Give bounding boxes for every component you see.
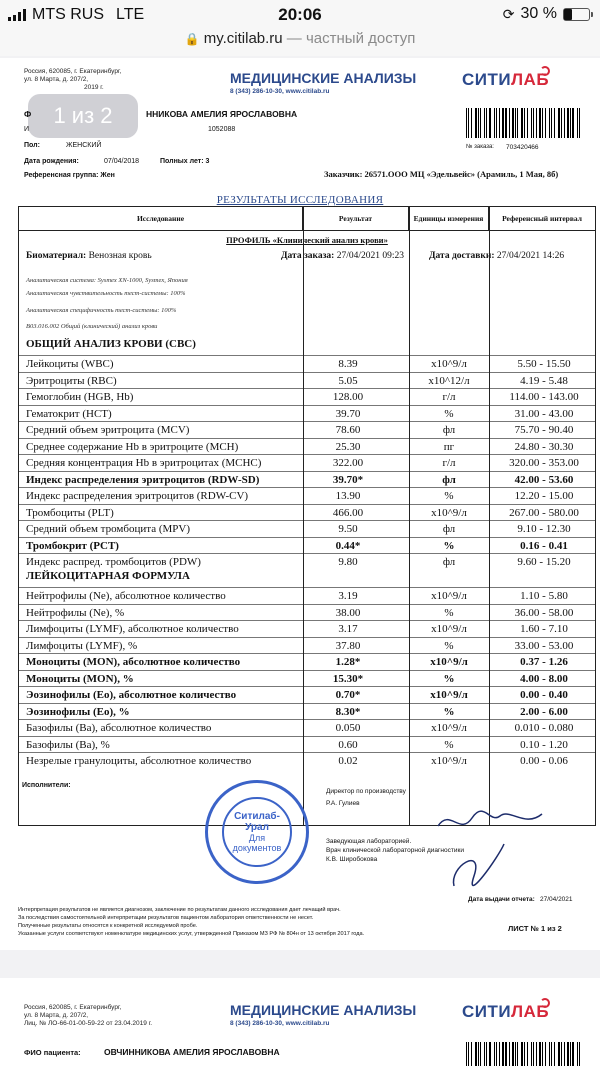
- result-value: 128.00: [332, 391, 364, 403]
- table-row: [19, 752, 595, 769]
- test-name: Гематокрит (HCT): [26, 407, 112, 420]
- table-row: [19, 454, 595, 471]
- table-row: [19, 421, 595, 438]
- meta-line: Аналитическая система: Sysmex XN-1000, Sysmex, Япония: [26, 277, 188, 284]
- test-name: Средний объем тромбоцита (MPV): [26, 523, 190, 535]
- unit: фл: [442, 556, 456, 568]
- result-value: 322.00: [332, 457, 364, 469]
- meta-line: Аналитическая специфичность тест-системы: 100%: [26, 307, 177, 314]
- reference-range: 9.10 - 12.30: [517, 523, 571, 535]
- test-name: Эозинофилы (Eo), абсолютное количество: [26, 689, 237, 701]
- result-value: 0.02: [338, 755, 358, 767]
- result-value: 0.44*: [335, 539, 361, 552]
- reference-range: 114.00 - 143.00: [509, 391, 579, 403]
- sex-label: Пол:: [24, 142, 40, 149]
- unit: %: [444, 606, 454, 619]
- result-value: 78.60: [335, 424, 361, 436]
- column-divider: [489, 207, 490, 825]
- table-row: [19, 520, 595, 537]
- unit: %: [443, 705, 455, 718]
- header-title: МЕДИЦИНСКИЕ АНАЛИЗЫ: [230, 70, 417, 86]
- result-value: 13.90: [335, 490, 361, 502]
- test-name: Средняя концентрация Hb в эритроцитах (MCHC): [26, 457, 262, 469]
- unit: x10^9/л: [431, 358, 467, 370]
- test-name: Базофилы (Ba), %: [26, 738, 110, 751]
- fio-label-clipped: Ф: [24, 109, 32, 119]
- col-header-test: Исследование: [19, 207, 303, 231]
- head-role-1: Заведующая лабораторией.: [326, 838, 412, 845]
- status-bar: [0, 0, 600, 30]
- reference-range: 2.00 - 6.00: [520, 705, 568, 718]
- unit: x10^9/л: [430, 656, 468, 668]
- sex-value: ЖЕНСКИЙ: [66, 142, 102, 149]
- reference-range: 1.60 - 7.10: [520, 623, 568, 635]
- dob-label: Дата рождения:: [24, 158, 79, 165]
- reference-range: 31.00 - 43.00: [514, 407, 574, 420]
- unit: %: [444, 407, 454, 420]
- reference-range: 12.20 - 15.00: [514, 490, 574, 502]
- unit: x10^9/л: [431, 722, 467, 734]
- document-page-2: [0, 978, 600, 1066]
- table-row: [19, 471, 595, 488]
- col-header-result: Результат: [303, 207, 409, 231]
- issue-date: 27/04/2021: [540, 896, 573, 903]
- test-name: Базофилы (Ba), абсолютное количество: [26, 722, 212, 734]
- table-row: [19, 355, 595, 372]
- result-value: 39.70*: [332, 473, 364, 486]
- carrier-label: MTS RUS: [32, 6, 104, 23]
- citilab-logo: СИТИЛАБ: [462, 70, 550, 89]
- table-row: [19, 670, 595, 687]
- reference-range: 4.19 - 5.48: [520, 374, 568, 387]
- reference-range: 5.50 - 15.50: [517, 358, 571, 370]
- logo-mark-icon: [540, 66, 550, 76]
- dob-value: 07/04/2018: [104, 158, 140, 165]
- test-name: Моноциты (MON), %: [26, 672, 134, 685]
- issue-date-label: Дата выдачи отчета:: [468, 896, 535, 903]
- head-name: К.В. Широбокова: [326, 856, 378, 863]
- test-name: Индекс распределения эритроцитов (RDW-CV): [26, 490, 249, 502]
- col-header-units: Единицы измерения: [409, 207, 489, 231]
- document-page-1: [0, 58, 600, 950]
- url-domain: my.citilab.ru: [203, 30, 283, 47]
- director-signature: [430, 806, 550, 836]
- unit: x10^9/л: [431, 623, 467, 635]
- table-row: [19, 703, 595, 720]
- result-value: 0.70*: [335, 689, 361, 701]
- test-name: Незрелые гранулоциты, абсолютное количество: [26, 755, 252, 767]
- battery-percent: 30 %: [520, 5, 557, 22]
- table-row: [19, 388, 595, 405]
- result-value: 3.19: [338, 590, 358, 602]
- table-row: [19, 686, 595, 703]
- reference-range: 24.80 - 30.30: [514, 440, 574, 453]
- test-name: Тромбокрит (PCT): [26, 539, 119, 552]
- unit: %: [444, 490, 454, 502]
- test-name: Нейтрофилы (Ne), абсолютное количество: [26, 590, 226, 602]
- patient-name: ОВЧИННИКОВА АМЕЛИЯ ЯРОСЛАВОВНА: [104, 1047, 280, 1057]
- section-cbc: ОБЩИЙ АНАЛИЗ КРОВИ (CBC): [26, 338, 196, 350]
- reference-range: 9.60 - 15.20: [517, 556, 571, 568]
- column-divider: [409, 207, 410, 825]
- customer: Заказчик: 26571.ООО МЦ «Эдельвейс» (Арамиль, 1 Мая, 8б): [324, 169, 559, 179]
- header-title: МЕДИЦИНСКИЕ АНАЛИЗЫ: [230, 1002, 417, 1018]
- results-table: [18, 206, 596, 826]
- reference-range: 33.00 - 53.00: [514, 639, 574, 652]
- unit: фл: [442, 523, 456, 535]
- logo-mark-icon: [540, 998, 550, 1008]
- table-row: [19, 405, 595, 422]
- reference-range: 36.00 - 58.00: [514, 606, 574, 619]
- test-name: Моноциты (MON), абсолютное количество: [26, 656, 241, 668]
- table-row: [19, 504, 595, 521]
- unit: %: [444, 639, 454, 652]
- reference-range: 0.010 - 0.080: [514, 722, 574, 734]
- header-phone: 8 (343) 286-10-30, www.citilab.ru: [230, 88, 330, 95]
- results-title: РЕЗУЛЬТАТЫ ИССЛЕДОВАНИЯ: [216, 194, 384, 206]
- reference-range: 320.00 - 353.00: [509, 457, 579, 469]
- lab-address: Россия, 620085, г. Екатеринбург, ул. 8 Марта, д. 207/2, Лиц. № ЛО-66-01-00-59-22 от 23.04.2019 г.: [24, 1004, 153, 1027]
- reference-range: 0.37 - 1.26: [520, 656, 568, 668]
- table-row: [19, 553, 595, 570]
- page-indicator[interactable]: 1 из 2: [28, 94, 138, 138]
- clock: 20:06: [278, 5, 322, 24]
- test-name: Гемоглобин (HGB, Hb): [26, 391, 134, 403]
- lock-icon: 🔒: [184, 32, 200, 46]
- table-row: [19, 438, 595, 455]
- reference-range: 0.10 - 1.20: [520, 738, 568, 751]
- order-date: Дата заказа: 27/04/2021 09:23: [281, 251, 404, 261]
- result-value: 3.17: [338, 623, 358, 635]
- table-row: [19, 637, 595, 654]
- lab-stamp: Ситилаб-Урал Для документов: [205, 780, 309, 884]
- barcode: [466, 108, 582, 138]
- result-value: 0.60: [338, 738, 358, 751]
- biomaterial: Биоматериал: Венозная кровь: [26, 251, 152, 261]
- test-name: Тромбоциты (PLT): [26, 506, 114, 519]
- id-label-clipped: И: [24, 126, 30, 133]
- reference-range: 0.00 - 0.06: [520, 755, 568, 767]
- director-role: Директор по производству: [326, 788, 406, 795]
- fio-label: ФИО пациента:: [24, 1048, 81, 1057]
- table-row: [19, 719, 595, 736]
- table-row: [19, 604, 595, 621]
- patient-name: ННИКОВА АМЕЛИЯ ЯРОСЛАВОВНА: [146, 109, 298, 119]
- order-number: 703420466: [506, 144, 539, 151]
- meta-line: B03.016.002 Общий (клинический) анализ крови: [26, 323, 158, 330]
- citilab-logo: СИТИЛАБ: [462, 1002, 550, 1021]
- test-name: Индекс распределения эритроцитов (RDW-SD): [26, 473, 260, 486]
- unit: x10^9/л: [431, 506, 467, 519]
- reference-range: 42.00 - 53.60: [514, 473, 574, 486]
- delivery-date: Дата доставки: 27/04/2021 14:26: [429, 251, 565, 261]
- table-row: [19, 587, 595, 604]
- reference-range: 75.70 - 90.40: [514, 424, 574, 436]
- barcode: [466, 1042, 582, 1066]
- unit: фл: [442, 473, 456, 486]
- head-signature: [444, 836, 514, 896]
- test-name: Эозинофилы (Eo), %: [26, 705, 130, 718]
- reference-range: 0.16 - 0.41: [520, 539, 568, 552]
- header-phone: 8 (343) 286-10-30, www.citilab.ru: [230, 1020, 330, 1027]
- network-label: LTE: [116, 6, 145, 23]
- test-name: Нейтрофилы (Ne), %: [26, 606, 125, 619]
- table-row: [19, 487, 595, 504]
- result-value: 9.50: [338, 523, 358, 535]
- age-label: Полных лет: 3: [160, 158, 210, 165]
- unit: x10^9/л: [431, 755, 467, 767]
- table-row: [19, 372, 595, 389]
- profile-title: ПРОФИЛЬ «Клинический анализ крови»: [226, 235, 388, 245]
- test-name: Эритроциты (RBC): [26, 374, 117, 387]
- unit: г/л: [442, 457, 456, 469]
- table-row: [19, 736, 595, 753]
- test-name: Лимфоциты (LYMF), абсолютное количество: [26, 623, 239, 635]
- result-value: 37.80: [335, 639, 361, 652]
- unit: фл: [442, 424, 456, 436]
- battery-icon: [563, 8, 590, 21]
- unit: x10^12/л: [428, 374, 470, 387]
- test-name: Средний объем эритроцита (MCV): [26, 424, 190, 436]
- unit: %: [443, 539, 455, 552]
- test-name: Лимфоциты (LYMF), %: [26, 639, 138, 652]
- ref-group: Референсная группа: Жен: [24, 172, 115, 179]
- order-label: № заказа:: [466, 144, 494, 150]
- test-name: Среднее содержание Hb в эритроците (MCH): [26, 440, 239, 453]
- result-value: 25.30: [335, 440, 361, 453]
- address-bar[interactable]: [0, 30, 600, 56]
- reference-range: 1.10 - 5.80: [520, 590, 568, 602]
- result-value: 8.39: [338, 358, 358, 370]
- test-name: Лейкоциты (WBC): [26, 358, 114, 370]
- table-row: [19, 537, 595, 554]
- result-value: 8.30*: [335, 705, 361, 718]
- unit: %: [444, 738, 454, 751]
- reference-range: 4.00 - 8.00: [520, 672, 568, 685]
- result-value: 466.00: [332, 506, 364, 519]
- result-value: 38.00: [335, 606, 361, 619]
- executors-label: Исполнители:: [22, 782, 71, 789]
- unit: пг: [443, 440, 455, 453]
- result-value: 0.050: [335, 722, 361, 734]
- meta-line: Аналитическая чувствительность тест-системы: 100%: [26, 290, 186, 297]
- head-role-2: Врач клинической лабораторной диагностики: [326, 847, 464, 854]
- lab-address: Россия, 620085, г. Екатеринбург, ул. 8 Марта, д. 207/2, 2019 г.: [24, 68, 122, 91]
- table-row: [19, 620, 595, 637]
- unit: x10^9/л: [430, 689, 468, 701]
- result-value: 5.05: [338, 374, 358, 387]
- unit: %: [443, 672, 455, 685]
- section-leukocyte-formula: ЛЕЙКОЦИТАРНАЯ ФОРМУЛА: [26, 570, 190, 582]
- reference-range: 267.00 - 580.00: [509, 506, 579, 519]
- result-value: 39.70: [335, 407, 361, 420]
- unit: г/л: [442, 391, 456, 403]
- test-name: Индекс распред. тромбоцитов (PDW): [26, 556, 201, 568]
- patient-id: 1052088: [208, 126, 236, 133]
- url-suffix: — частный доступ: [282, 30, 416, 47]
- sheet-number: ЛИСТ № 1 из 2: [508, 924, 562, 933]
- column-divider: [303, 207, 304, 825]
- rotation-lock-icon: ⟳: [502, 5, 515, 22]
- result-value: 9.80: [338, 556, 358, 568]
- result-value: 15.30*: [332, 672, 364, 685]
- unit: x10^9/л: [431, 590, 467, 602]
- table-row: [19, 653, 595, 670]
- disclaimer: Интерпретация результатов не является диагнозом, заключение по результатам данного исследования дает лечащий врач. За последствия самостоятельной интерпретации результатов пациентом лаборатория ответственности не несет. Полученные результаты относятся к конкретной исследуемой пробе. Указанные услуги соответствуют номенклатуре медицинских услуг, утвержденной Приказом МЗ РФ № 804н от 13 октября 2017 года.: [18, 907, 365, 937]
- reference-range: 0.00 - 0.40: [520, 689, 568, 701]
- result-value: 1.28*: [335, 656, 361, 668]
- col-header-reference: Референсный интервал: [489, 207, 595, 231]
- director-name: Р.А. Гулиев: [326, 800, 360, 807]
